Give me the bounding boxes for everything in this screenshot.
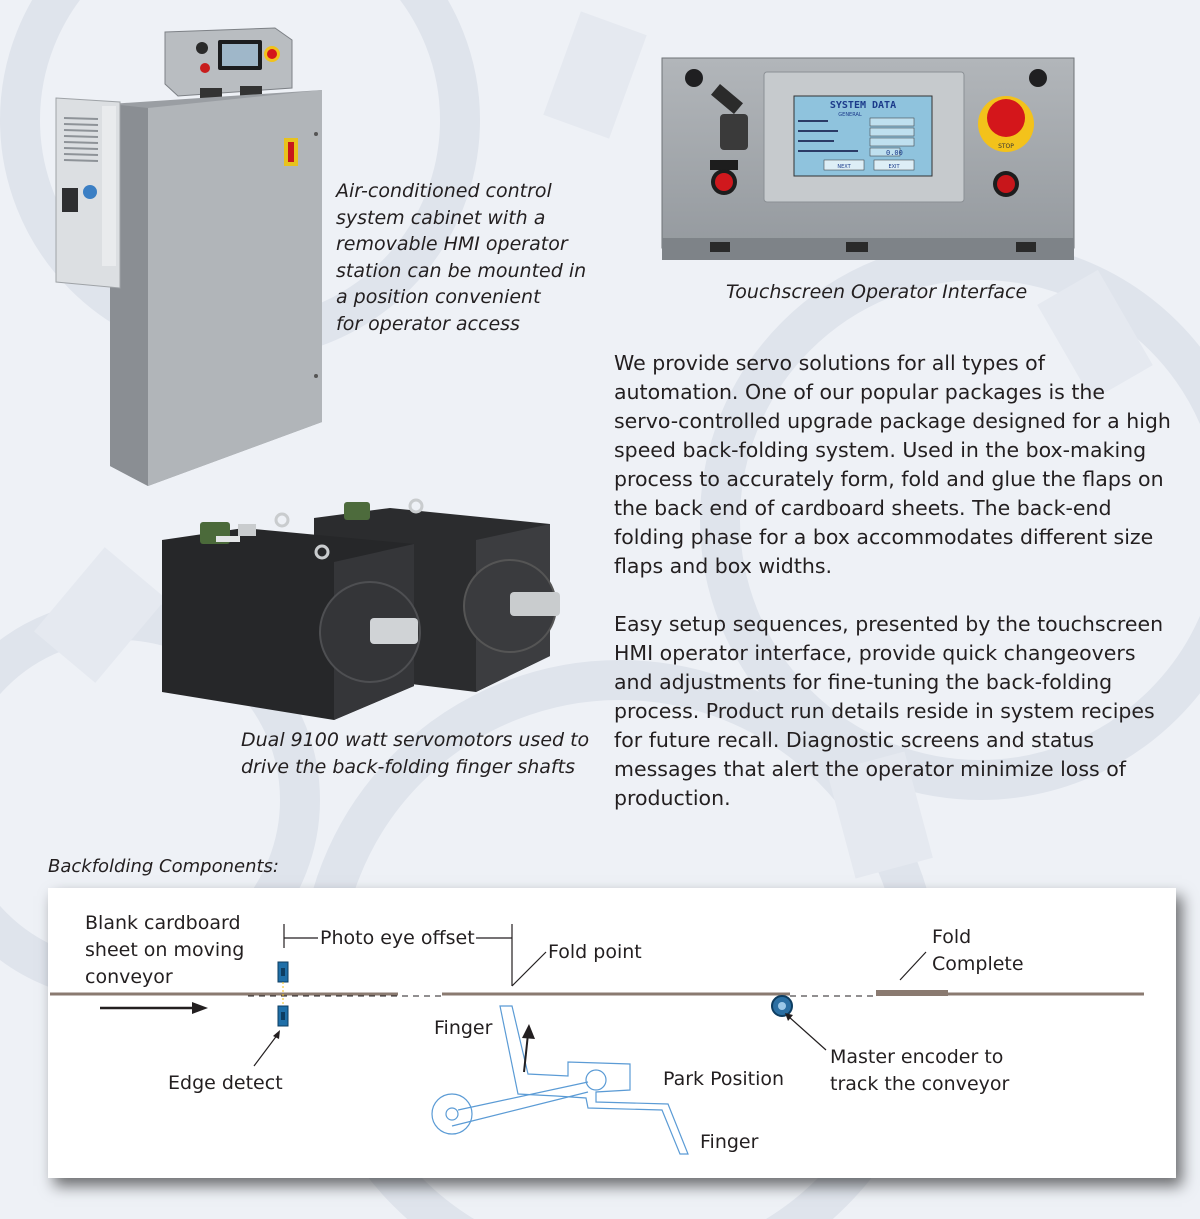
blank-sheet-label-line-2: sheet on moving bbox=[85, 939, 245, 961]
body-text bbox=[614, 349, 1174, 813]
hmi-screen-subtitle: GENERAL bbox=[838, 112, 862, 118]
photo-eye-offset-label: Photo eye offset bbox=[320, 927, 475, 949]
fold-complete-line-1: Fold bbox=[932, 926, 972, 948]
hmi-screen-title: SYSTEM DATA bbox=[829, 100, 897, 111]
finger-top-label: Finger bbox=[434, 1017, 493, 1039]
servomotors-caption bbox=[241, 727, 589, 780]
cabinet-caption bbox=[336, 178, 586, 337]
hmi-screen-value: 0.00 bbox=[886, 149, 903, 157]
fold-complete-label bbox=[932, 924, 1024, 978]
park-position-label: Park Position bbox=[663, 1068, 785, 1090]
touchscreen-panel-photo bbox=[660, 56, 1076, 264]
fold-point-label: Fold point bbox=[548, 941, 642, 963]
body-paragraph-2: Easy setup sequences, presented by the touchscreen HMI operator interface, provide quick changeovers and adjustments for fine-tuning the back-folding process. Product run details reside in system recipes for future recall. Diagnostic screens and status messages that alert the operator minimize loss of production. bbox=[614, 612, 1164, 810]
backfolding-diagram bbox=[48, 888, 1176, 1178]
control-cabinet-photo bbox=[50, 26, 330, 488]
hmi-exit-label: EXIT bbox=[888, 164, 900, 170]
master-encoder-line-2: track the conveyor bbox=[830, 1073, 1010, 1095]
master-encoder-line-1: Master encoder to bbox=[830, 1046, 1004, 1068]
cabinet-caption-line-5: a position convenient bbox=[336, 286, 541, 308]
finger-up-arrow bbox=[522, 1024, 535, 1039]
servomotors-caption-line-1: Dual 9100 watt servomotors used to bbox=[241, 729, 590, 751]
blank-sheet-label-line-1: Blank cardboard bbox=[85, 912, 241, 934]
servomotors-photo bbox=[158, 496, 566, 722]
cabinet-caption-line-2: system cabinet with a bbox=[336, 206, 546, 229]
cabinet-caption-line-6: for operator access bbox=[336, 312, 520, 335]
blank-sheet-label bbox=[85, 910, 244, 991]
folded-sheet bbox=[876, 990, 948, 996]
servomotors-caption-line-2: drive the back-folding finger shafts bbox=[241, 755, 575, 778]
master-encoder-label bbox=[830, 1044, 1009, 1098]
backfolding-heading: Backfolding Components: bbox=[48, 856, 279, 877]
edge-detect-label: Edge detect bbox=[168, 1072, 283, 1094]
conveyor-direction-arrow bbox=[192, 1002, 208, 1014]
fold-complete-line-2: Complete bbox=[932, 953, 1024, 975]
hmi-next-label: NEXT bbox=[837, 164, 851, 170]
touchscreen-caption: Touchscreen Operator Interface bbox=[726, 281, 1028, 303]
blank-sheet-label-line-3: conveyor bbox=[85, 966, 173, 988]
cabinet-caption-line-3: removable HMI operator bbox=[336, 233, 568, 255]
body-paragraph-1: We provide servo solutions for all types of automation. One of our popular packages is the servo-controlled upgrade package designed for a high speed back-folding system. Used in the box-making process to accurately form, fold and glue the flaps on the back end of cardboard sheets. The back-end folding phase for a box accommodates different size flaps and box widths. bbox=[614, 351, 1171, 578]
cabinet-caption-line-1: Air-conditioned control bbox=[336, 180, 552, 202]
finger-bottom-label: Finger bbox=[700, 1131, 759, 1153]
cabinet-caption-line-4: station can be mounted in bbox=[336, 259, 587, 282]
estop-label: STOP bbox=[998, 143, 1014, 150]
